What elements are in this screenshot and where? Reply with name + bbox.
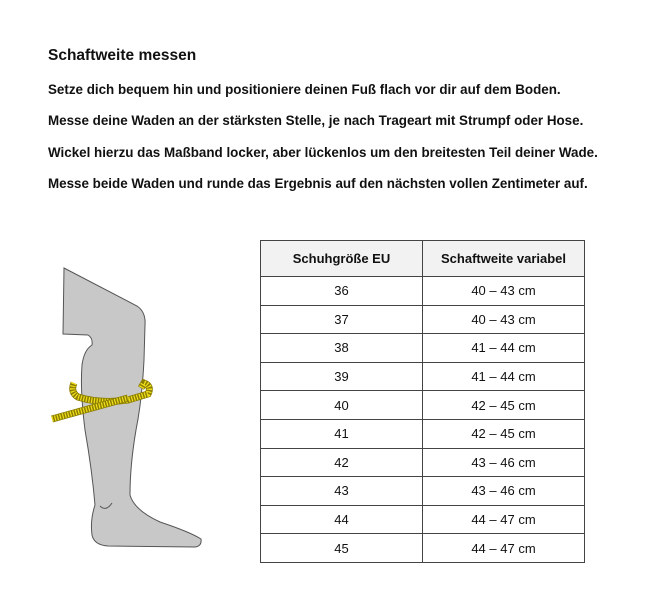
- shoe-size-cell: 37: [261, 305, 423, 334]
- header-shaft-width: Schaftweite variabel: [423, 241, 585, 277]
- shoe-size-cell: 41: [261, 419, 423, 448]
- table-row: [261, 505, 585, 534]
- shoe-size-cell: 45: [261, 534, 423, 563]
- shoe-size-cell: 43: [261, 477, 423, 506]
- table-row: [261, 448, 585, 477]
- table-header-row: [261, 241, 585, 277]
- table-row: [261, 277, 585, 306]
- page-title: Schaftweite messen: [48, 47, 197, 64]
- shoe-size-cell: 44: [261, 505, 423, 534]
- header-shoe-size: Schuhgröße EU: [261, 241, 423, 277]
- shaft-width-cell: 43 – 46 cm: [423, 477, 585, 506]
- table-row: [261, 305, 585, 334]
- instruction-4: Messe beide Waden und runde das Ergebnis auf den nächsten vollen Zentimeter auf.: [48, 176, 588, 191]
- shaft-width-cell: 43 – 46 cm: [423, 448, 585, 477]
- shaft-width-cell: 44 – 47 cm: [423, 534, 585, 563]
- table-row: [261, 391, 585, 420]
- shoe-size-cell: 40: [261, 391, 423, 420]
- shaft-width-cell: 44 – 47 cm: [423, 505, 585, 534]
- instruction-3: Wickel hierzu das Maßband locker, aber lückenlos um den breitesten Teil deiner Wade.: [48, 145, 598, 160]
- shaft-width-cell: 40 – 43 cm: [423, 277, 585, 306]
- instruction-2: Messe deine Waden an der stärksten Stelle, je nach Trageart mit Strumpf oder Hose.: [48, 113, 584, 128]
- table-row: [261, 477, 585, 506]
- table-row: [261, 334, 585, 363]
- shaft-width-cell: 42 – 45 cm: [423, 419, 585, 448]
- shaft-width-cell: 40 – 43 cm: [423, 305, 585, 334]
- shoe-size-cell: 39: [261, 362, 423, 391]
- shaft-width-cell: 42 – 45 cm: [423, 391, 585, 420]
- table-row: [261, 362, 585, 391]
- shaft-width-cell: 41 – 44 cm: [423, 334, 585, 363]
- shoe-size-cell: 38: [261, 334, 423, 363]
- shoe-size-cell: 42: [261, 448, 423, 477]
- shaft-width-cell: 41 – 44 cm: [423, 362, 585, 391]
- size-table: [260, 240, 585, 563]
- table-row: [261, 419, 585, 448]
- instruction-1: Setze dich bequem hin und positioniere deinen Fuß flach vor dir auf dem Boden.: [48, 82, 561, 97]
- table-row: [261, 534, 585, 563]
- shoe-size-cell: 36: [261, 277, 423, 306]
